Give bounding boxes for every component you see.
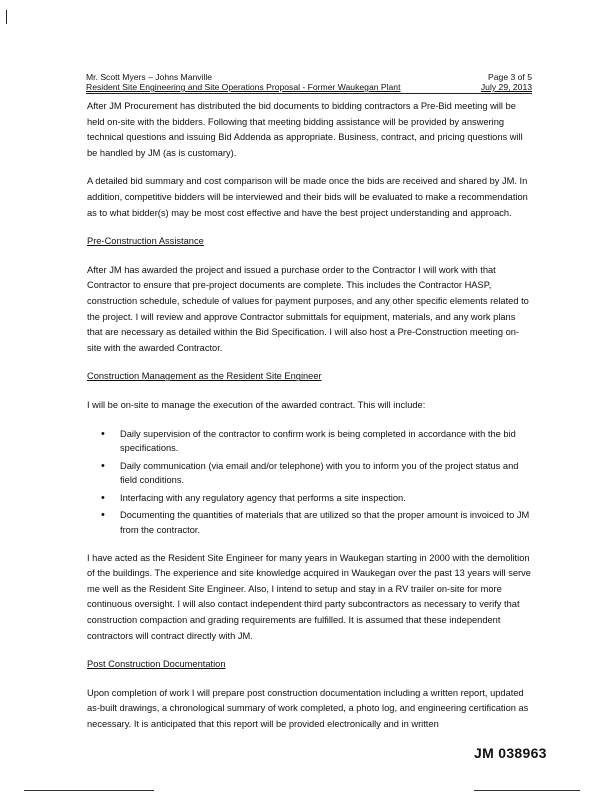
paragraph-prebid: After JM Procurement has distributed the bid documents to bidding contractors a Pre-Bid meeting will be held on-site with the bidders. Following that meeting bidding assistance will be provided by answering technical questions and issuing Bid Addenda as appropriate. Business, contract, and pricing questions will be handled by JM (as is customary). [87,101,523,158]
recipient-line: Mr. Scott Myers – Johns Manville [86,72,213,82]
paragraph-post-construction: Upon completion of work I will prepare post construction documentation including a written report, updated as-built drawings, a chronological summary of work completed, a photo log, and engineering certification as necessary. It is anticipated that this report will be provided electronically and in written [87,687,529,729]
bates-number: JM 038963 [474,745,547,761]
page-number: Page 3 of 5 [488,72,532,82]
footer-rule-right [474,790,580,791]
list-item: • Daily communication (via email and/or telephone) with you to inform you of the project status and field conditions. [120,459,533,488]
paragraph-pre-construction: After JM has awarded the project and issued a purchase order to the Contractor I will work with that Contractor to ensure that pre-project documents are complete. This includes the Contractor HASP, construction schedule, schedule of values for payment purposes, and any other specific elements related to the project. I will review and approve Contractor submittals for equipment, materials, and any work plans that are necessary as detailed within the Bid Specification. I will also host a Pre-Construction meeting on-site with the awarded Contractor. [87,264,529,353]
list-item: • Documenting the quantities of materials that are utilized so that the proper amount is invoiced to JM from the contractor. [120,508,533,537]
paragraph-onsite: I will be on-site to manage the execution of the awarded contract. This will include: [87,399,426,410]
footer-rule-left [24,790,154,791]
paragraph-experience: I have acted as the Resident Site Engineer for many years in Waukegan starting in 2000 with the demolition of the buildings. The experience and site knowledge acquired in Waukegan over the past 13 years will serve me well as the Resident Site Engineer. Also, I intend to setup and stay in a RV trailer on-site for more continuous oversight. I will also contact independent third party subcontractors as necessary to verify that construction compaction and grading requirements are fulfilled. It is assumed that these independent contractors will contract directly with JM. [87,552,531,641]
duties-list [87,427,533,538]
list-item: • Interfacing with any regulatory agency that performs a site inspection. [120,491,533,506]
letter-body [87,99,533,746]
heading-post-construction: Post Construction Documentation [87,659,226,670]
heading-construction-management: Construction Management as the Resident Site Engineer [87,371,322,382]
scan-margin-mark [6,10,7,24]
letter-header [86,72,532,94]
heading-pre-construction: Pre-Construction Assistance [87,236,204,247]
paragraph-bid-summary: A detailed bid summary and cost comparison will be made once the bids are received and shared by JM. In addition, competitive bidders will be interviewed and their bids will be evaluated to make a recommendation as to what bidder(s) may be most cost effective and have the best project understanding and approach. [87,176,528,218]
list-item: • Daily supervision of the contractor to confirm work is being completed in accordance with the bid specifications. [120,427,533,456]
letter-date: July 29, 2013 [480,82,532,92]
subject-line: Resident Site Engineering and Site Operations Proposal - Former Waukegan Plant [86,82,401,92]
